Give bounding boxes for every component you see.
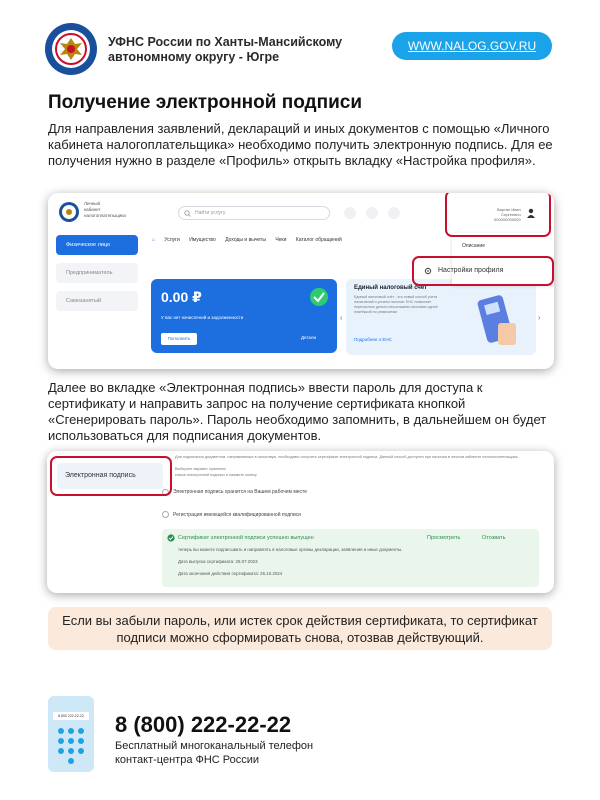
expiry-date: Дата окончания действия сертификата: 25.10.2024 (178, 571, 283, 576)
signature-screenshot (47, 451, 554, 593)
phone-screen-text: 8 800 222-22-22 (53, 712, 89, 720)
search-input[interactable]: Найти услугу (178, 206, 330, 220)
ens-title: Единый налоговый счет (354, 285, 428, 291)
settings-label: Настройки профиля (438, 267, 504, 274)
info-line: Для подписания документов, направляемых в налоговую, необходимо получить сертификат электронной подписи. Данный способ доступен при наличии в личном кабинете налогоплательщика. (175, 455, 519, 459)
issue-date: Дата выпуска сертификата: 26.07.2023 (178, 559, 258, 564)
next-arrow-icon[interactable]: › (538, 315, 541, 322)
nav-checks[interactable]: Чеки (275, 237, 287, 243)
page-title: Получение электронной подписи (48, 92, 363, 113)
highlight-user-box (445, 193, 551, 237)
user-name[interactable]: Вартан Иван Сергеевич 000000000000 (494, 207, 521, 222)
highlight-settings-box (412, 256, 554, 286)
nav-property[interactable]: Имущество (189, 237, 216, 243)
choose-line-2: ключа электронной подписи и нажмите кнопку (175, 473, 257, 477)
dropdown-item-description[interactable]: Описание (462, 243, 486, 249)
ens-text: Единый налоговый счёт - это новый способ учета начислений и уплаты налогов. ЕНС позволяет перечислять деньги несколькими налогами одной платёжкой по реквизитам (354, 295, 438, 314)
revoke-button[interactable]: Отозвать (482, 535, 506, 541)
fns-logo-icon (58, 201, 80, 223)
sidebar-item-selfemployed[interactable]: Самозанятый (56, 291, 138, 311)
intro-text: Для направления заявлений, деклараций и иных документов с помощью «Личного кабинета налогоплательщика» необходимо получить электронную подпись. Для ее получения нужно в разделе «Профиль» открыть вкладку «Настройка профиля». (48, 121, 553, 168)
step2-text: Далее во вкладке «Электронная подпись» ввести пароль для доступа к сертификату и направить запрос на получение сертификата кнопкой «Сгенерировать пароль». Пароль необходимо запомнить, в дальнейшем он будет использоваться для подписания документов. (48, 380, 547, 443)
home-icon[interactable]: ⌂ (152, 237, 156, 243)
check-badge-icon (309, 287, 329, 307)
balance-amount: 0.00 ₽ (161, 289, 202, 305)
mail-icon[interactable] (344, 207, 356, 219)
nav-catalog[interactable]: Каталог обращений (295, 237, 342, 243)
bell-icon[interactable] (388, 207, 400, 219)
option-qualified-label: Регистрация имеющейся квалифицированной подписи (173, 512, 301, 518)
payment-terminal-icon (474, 293, 520, 349)
success-text: теперь вы можете подписывать и направлять в налоговые органы декларации, заявления и иные документы. (178, 547, 403, 552)
org-name: УФНС России по Ханты-Мансийскому автономному округу - Югре (108, 35, 343, 64)
eye-icon[interactable] (366, 207, 378, 219)
sidebar-item-individual[interactable]: Физическое лицо (56, 235, 138, 255)
fns-emblem-icon (44, 22, 98, 76)
option-local-label: Электронная подпись хранится на Вашем рабочем месте (173, 489, 308, 495)
balance-card (151, 279, 337, 353)
sidebar (48, 231, 140, 369)
nav-income[interactable]: Доходы и вычеты (225, 237, 266, 243)
topup-button[interactable]: Пополнить (161, 333, 197, 345)
success-title: Сертификат электронной подписи успешно выпущен (178, 535, 314, 541)
success-panel (162, 529, 539, 587)
hotline-description: Бесплатный многоканальный телефон контакт-центра ФНС России (115, 740, 314, 766)
header (0, 0, 600, 84)
success-check-icon (167, 534, 175, 542)
view-button[interactable]: Просмотреть (427, 535, 461, 541)
choose-line: Выберите вариант хранения (175, 467, 226, 471)
sidebar-item-entrepreneur[interactable]: Предприниматель (56, 263, 138, 283)
notice-box: Если вы забыли пароль, или истек срок действия сертификата, то сертификат подписи можно сформировать снова, отозвав действующий. (48, 607, 552, 650)
details-link[interactable]: Детали (301, 335, 317, 340)
phone-keypad-icon (48, 696, 94, 772)
ens-card (346, 279, 536, 355)
option-qualified-radio[interactable] (162, 511, 169, 518)
highlight-tab-box (50, 456, 172, 496)
prev-arrow-icon[interactable]: ‹ (340, 315, 343, 322)
profile-screenshot (48, 193, 554, 369)
tab-electronic-signature[interactable]: Электронная подпись (57, 463, 163, 489)
ens-link[interactable]: Подробнее о ЕНС (354, 337, 392, 342)
hotline-number[interactable]: 8 (800) 222-22-22 (115, 712, 292, 737)
nav-services[interactable]: Услуги (164, 237, 180, 243)
site-link-button[interactable]: WWW.NALOG.GOV.RU (392, 32, 552, 60)
balance-status: У вас нет начислений и задолженности (161, 315, 244, 320)
top-nav (152, 237, 350, 243)
lk-brand: Личный кабинет налогоплательщика (84, 201, 126, 218)
